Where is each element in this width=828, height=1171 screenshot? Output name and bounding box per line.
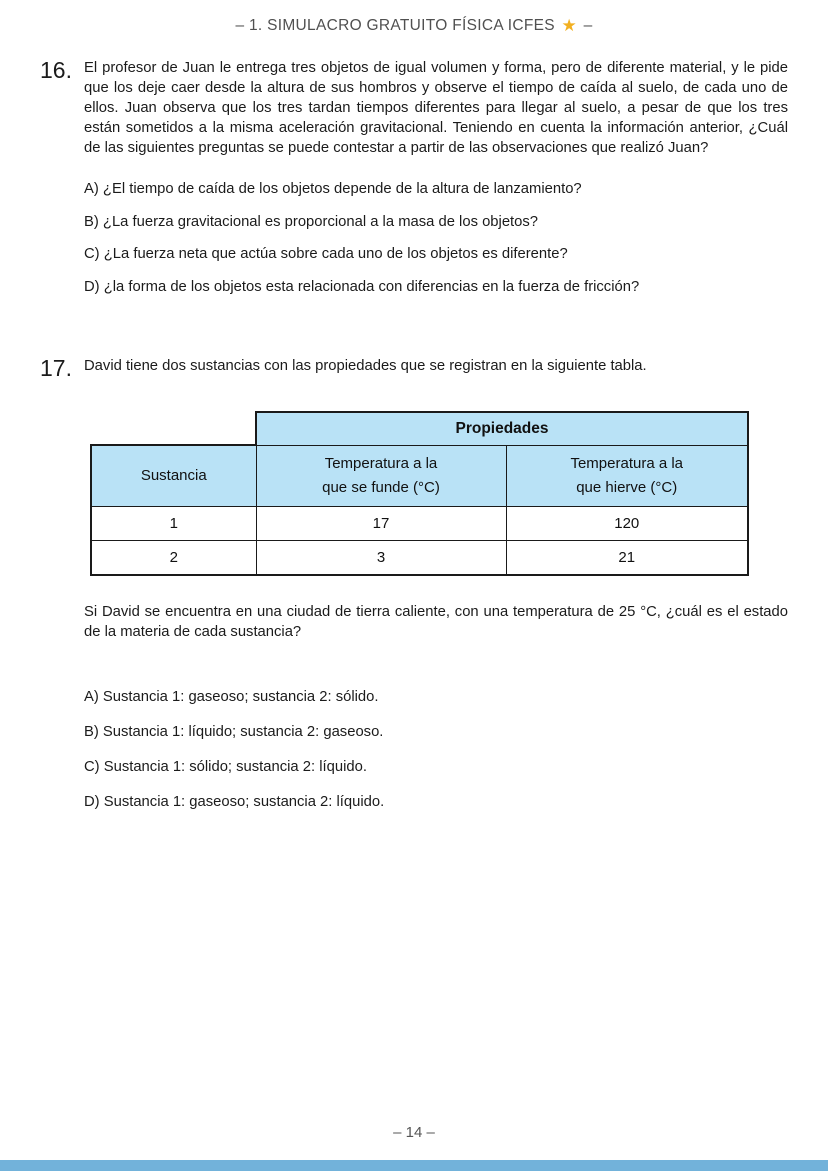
table-row [91, 507, 748, 541]
question-16-option-c: C) ¿La fuerza neta que actúa sobre cada uno de los objetos es diferente? [84, 246, 568, 263]
table-cell-funde-2: 3 [256, 541, 506, 576]
question-17-number: 17. [40, 355, 72, 382]
question-17-option-a: A) Sustancia 1: gaseoso; sustancia 2: sólido. [84, 689, 379, 706]
column-header-hierve [506, 445, 748, 507]
column-header-sustancia: Sustancia [91, 445, 256, 507]
table-cell-hierve-2: 21 [506, 541, 748, 576]
question-17-option-b: B) Sustancia 1: líquido; sustancia 2: gaseoso. [84, 724, 384, 741]
question-16-option-a: A) ¿El tiempo de caída de los objetos depende de la altura de lanzamiento? [84, 180, 582, 197]
table-cell-sustancia-1: 1 [91, 507, 256, 541]
column-header-funde-text: Temperatura a la que se funde (°C) [322, 454, 440, 496]
star-icon: ★ [561, 16, 578, 35]
question-17-options [84, 688, 788, 813]
question-16 [40, 58, 788, 159]
table-cell-funde-1: 17 [256, 507, 506, 541]
question-17-text: David tiene dos sustancias con las propiedades que se registran en la siguiente tabla. [84, 358, 647, 375]
table-cell-hierve-1: 120 [506, 507, 748, 541]
question-17-option-d: D) Sustancia 1: gaseoso; sustancia 2: líquido. [84, 794, 385, 811]
question-16-number: 16. [40, 57, 72, 83]
column-header-hierve-text: Temperatura a la que hierve (°C) [570, 454, 684, 496]
page-header [0, 0, 828, 36]
table-cell-sustancia-2: 2 [91, 541, 256, 576]
properties-table [90, 411, 749, 577]
question-16-text: El profesor de Juan le entrega tres objetos de igual volumen y forma, pero de diferente material, y le pide que los deje caer desde la altura de sus hombros y observe el tiempo de caída al suelo, de cada uno de ellos. Juan observa que los tres tardan tiempos diferentes para llegar al suelo, a pesar de que los tres están sometidos a la misma aceleración gravitacional. Teniendo en cuenta la información anterior, ¿Cuál de las siguientes preguntas se puede contestar a partir de las observaciones que realizó Juan? [84, 60, 788, 157]
page-content [0, 58, 828, 813]
question-17-option-c: C) Sustancia 1: sólido; sustancia 2: líquido. [84, 759, 367, 776]
page-header-title: – 1. SIMULACRO GRATUITO FÍSICA ICFES [235, 17, 555, 34]
table-title: Propiedades [256, 412, 748, 446]
table-row [91, 541, 748, 576]
column-header-funde [256, 445, 506, 507]
question-16-option-b: B) ¿La fuerza gravitacional es proporcional a la masa de los objetos? [84, 213, 539, 230]
question-17-followup-text: Si David se encuentra en una ciudad de tierra caliente, con una temperatura de 25 °C, ¿cuál es el estado de la materia de cada sustancia? [84, 604, 788, 641]
bottom-accent-bar [0, 1160, 828, 1171]
question-16-options [84, 180, 788, 299]
page-number: – 14 – [393, 1124, 435, 1141]
question-17 [40, 356, 788, 380]
question-16-option-d: D) ¿la forma de los objetos esta relacionada con diferencias en la fuerza de fricción? [84, 279, 640, 296]
properties-table-wrap [90, 411, 788, 577]
table-ghost-cell [91, 412, 256, 446]
page-header-suffix: – [583, 17, 593, 34]
